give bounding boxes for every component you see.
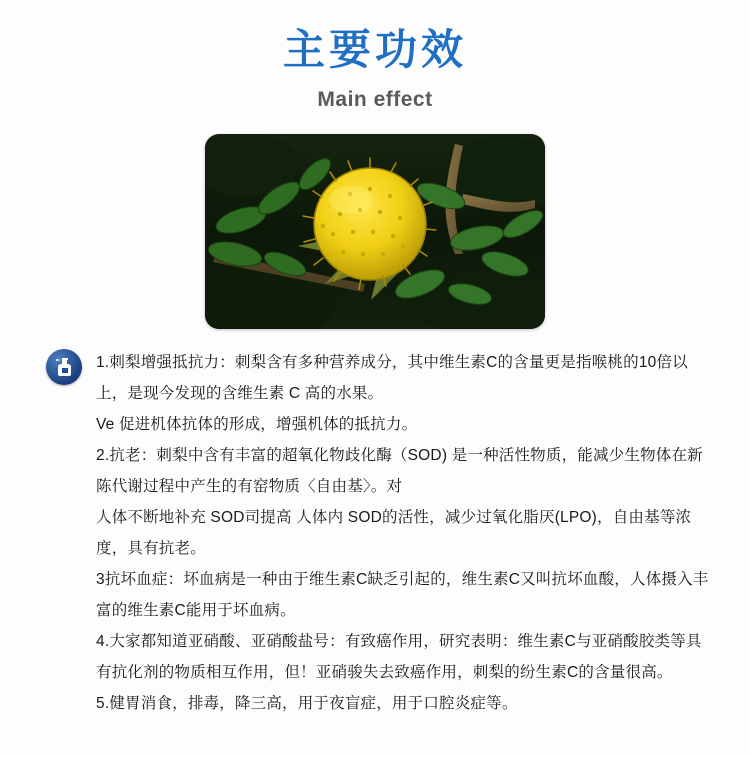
cili-fruit-photo	[205, 134, 545, 329]
header	[0, 0, 750, 112]
paragraph: 1.刺梨增强抵抗力：刺梨含有多种营养成分，其中维生素C的含量更是指喉桃的10倍以上，是现今发现的含维生素 C 高的水果。	[96, 354, 688, 403]
spray-bottle-glyph	[54, 356, 74, 378]
page-subtitle: Main effect	[317, 88, 433, 112]
paragraph: 4.大家都知道亚硝酸、亚硝酸盐号：有致癌作用，研究表明：维生素C与亚硝酸胶类等具有抗化剂的物质相互作用，但！亚硝骏失去致癌作用，刺梨的纷生素C的含量很高。	[96, 633, 702, 682]
page-title: 主要功效	[282, 26, 467, 73]
effect-text-block	[0, 347, 750, 719]
spray-bottle-icon	[46, 349, 82, 385]
paragraph: 2.抗老：刺梨中含有丰富的超氧化物歧化酶（SOD) 是一种活性物质，能减少生物体在新陈代谢过程中产生的有窑物质〈自由基〉。对	[96, 447, 703, 496]
paragraph: Ve 促进机体抗体的形成，增强机体的抵抗力。	[96, 416, 418, 434]
paragraph: 5.健胃消食，排毒，降三高，用于夜盲症，用于口腔炎症等。	[96, 695, 518, 713]
paragraph: 人体不断地补充 SOD司提高 人体内 SOD的活性，减少过氧化脂厌(LPO)，自由基等浓度，具有抗老。	[96, 509, 692, 558]
cili-fruit-illustration	[205, 134, 545, 329]
paragraph: 3抗坏血症：坏血病是一种由于维生素C缺乏引起的，维生素C又叫抗坏血酸，人体摄入丰富的维生素C能用于坏血病。	[96, 571, 709, 620]
